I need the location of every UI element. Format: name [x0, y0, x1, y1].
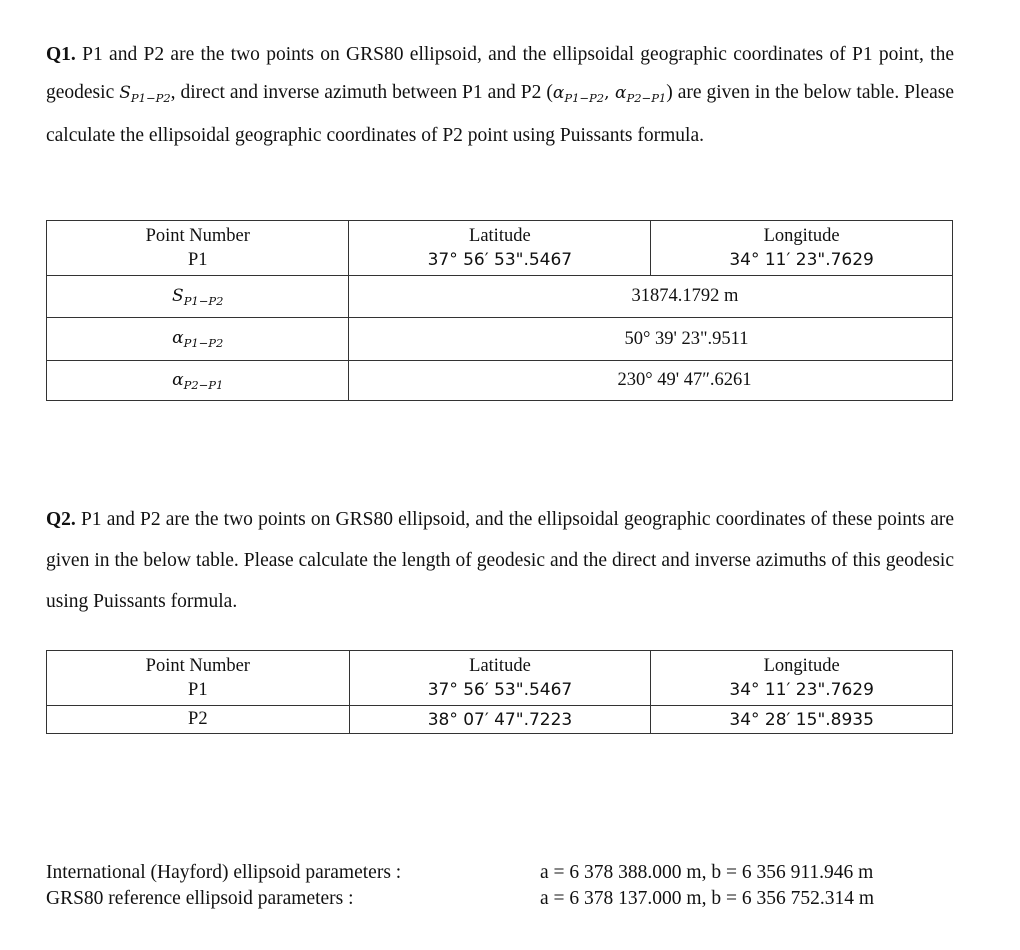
q2-text: P1 and P2 are the two points on GRS80 ellipsoid, and the ellipsoidal geographic coordinates of these points are given in the below table. Please calculate the length of geodesic and the direct and inverse azimuths of this geodesic using Puissants formula.: [46, 509, 954, 612]
q1-azimuth-symbols: $\alpha_{P1-P2}$, $\alpha_{P2-P1}$: [552, 83, 667, 105]
q2-latitude-cell: [349, 651, 651, 706]
q2-p2-name: P2: [47, 706, 350, 734]
q1-header-point-number: Point Number: [145, 226, 250, 246]
q1-paragraph: [46, 36, 954, 155]
q1-latitude-cell: [349, 221, 651, 276]
q1-row-geodesic: [47, 276, 953, 318]
q2-paragraph: [46, 499, 954, 622]
q1-text-before: P1 and P2 are the two points on GRS80 ellipsoid, and the ellipsoidal geographic coordinates of P1 point, the geodesic: [46, 44, 955, 103]
ellipsoid-labels: [46, 860, 401, 912]
q1-row-direct-azimuth-value: 50° 39' 23".9511: [349, 318, 953, 361]
q1-row-inverse-azimuth-symbol: $\alpha_{P2-P1}$: [47, 361, 349, 401]
q2-row-p2: [47, 706, 953, 734]
q1-header-longitude: Longitude: [763, 226, 840, 246]
q1-point-cell: [47, 221, 349, 276]
hayford-value: a = 6 378 388.000 m, b = 6 356 911.946 m: [540, 862, 874, 883]
q1-table-header-row: [47, 221, 953, 276]
q1-table: [46, 220, 953, 401]
q2-p1-longitude: 34° 11′ 23".7629: [729, 680, 874, 700]
ellipsoid-values: [540, 860, 874, 912]
q1-header-latitude: Latitude: [469, 226, 531, 246]
q1-text-between: , direct and inverse azimuth between P1 and P2 (: [170, 82, 553, 103]
q2-header-longitude: Longitude: [763, 656, 840, 676]
q1-geodesic-symbol: $S_{P1-P2}$: [119, 83, 171, 105]
grs80-value: a = 6 378 137.000 m, b = 6 356 752.314 m: [540, 888, 874, 909]
q2-longitude-cell: [651, 651, 953, 706]
q1-row-direct-azimuth-symbol: $\alpha_{P1-P2}$: [47, 318, 349, 361]
q2-header-latitude: Latitude: [469, 656, 531, 676]
q1-row-inverse-azimuth-value: 230° 49' 47″.6261: [349, 361, 953, 401]
hayford-label: International (Hayford) ellipsoid parameters :: [46, 862, 402, 883]
q1-point-name: P1: [187, 250, 208, 270]
q2-point-cell: [47, 651, 350, 706]
q1-row-geodesic-value: 31874.1792 m: [349, 276, 953, 318]
q1-row-inverse-azimuth: [47, 361, 953, 401]
q1-p1-latitude: 37° 56′ 53".5467: [427, 250, 573, 270]
q2-label: Q2.: [46, 509, 76, 530]
grs80-label: GRS80 reference ellipsoid parameters :: [46, 888, 354, 909]
q2-p2-latitude: 38° 07′ 47".7223: [349, 706, 651, 734]
q1-row-direct-azimuth: [47, 318, 953, 361]
q1-text-after: ) are given in the below table. Please calculate the ellipsoidal geographic coordinates of P2 point using Puissants formula.: [46, 82, 954, 146]
q1-label: Q1.: [46, 44, 76, 65]
q1-row-geodesic-symbol: $S_{P1-P2}$: [47, 276, 349, 318]
q1-longitude-cell: [651, 221, 953, 276]
q1-p1-longitude: 34° 11′ 23".7629: [729, 250, 874, 270]
q2-p1-latitude: 37° 56′ 53".5467: [427, 680, 573, 700]
q2-p1-name: P1: [188, 680, 208, 700]
q2-p2-longitude: 34° 28′ 15".8935: [651, 706, 953, 734]
q2-header-point-number: Point Number: [145, 656, 250, 676]
q2-table: [46, 650, 953, 734]
q2-table-header-row: [47, 651, 953, 706]
